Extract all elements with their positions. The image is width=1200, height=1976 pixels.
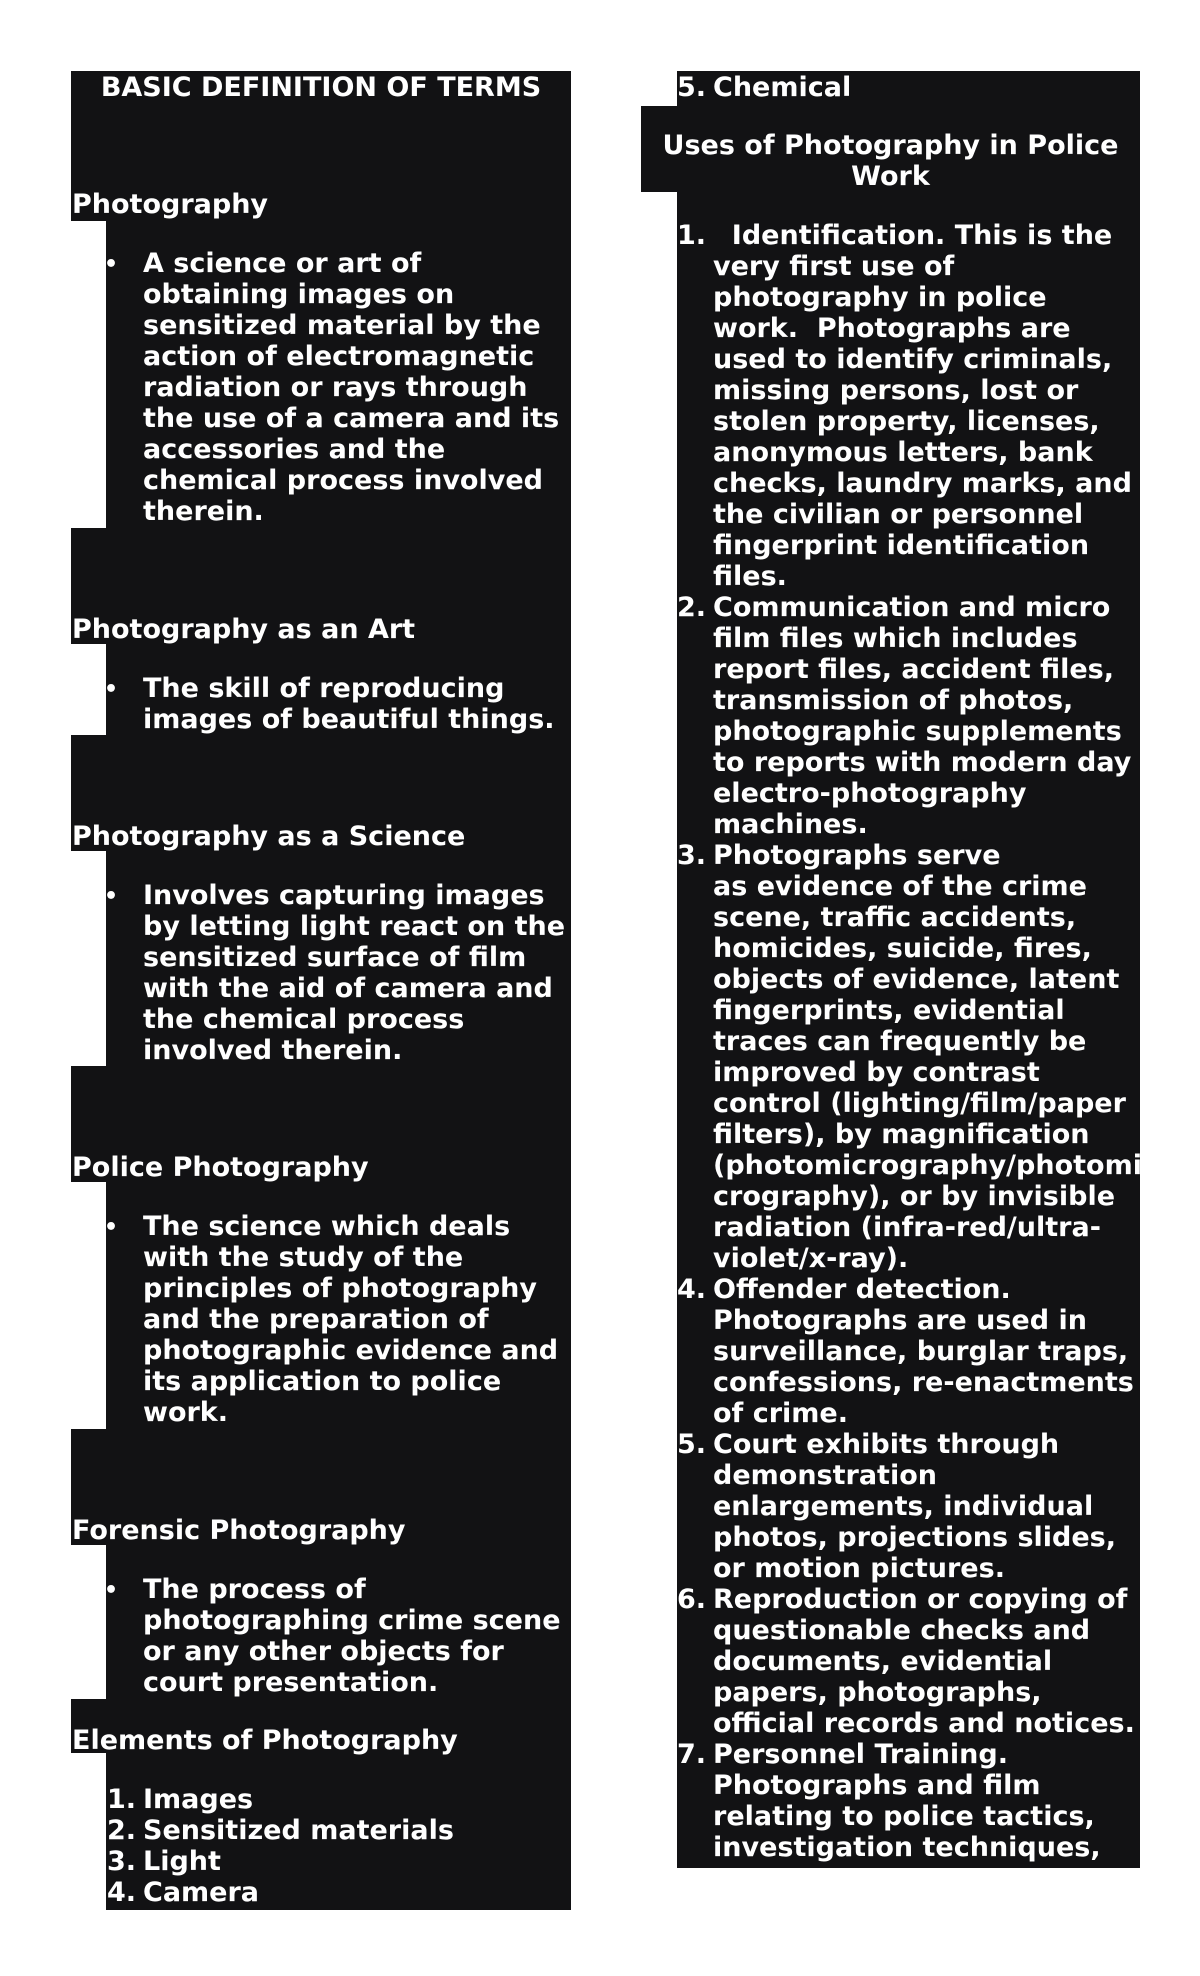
section-heading: Photography as an Art (72, 614, 416, 645)
bullet-dot: • (104, 1215, 119, 1240)
list-item: Chemical (713, 72, 852, 103)
list-item: Personnel Training. Photographs and film relating to police tactics, investigation techniques, (713, 1739, 1101, 1863)
section-heading: Forensic Photography (72, 1515, 406, 1546)
list-item: Sensitized materials (143, 1815, 454, 1846)
list-item: Camera (143, 1877, 260, 1908)
bullet-dot: • (104, 1578, 119, 1603)
bullet-dot: • (104, 884, 119, 909)
list-number: 7. (677, 1739, 707, 1770)
list-number: 2. (107, 1815, 137, 1846)
list-number: 6. (677, 1584, 707, 1615)
list-item: Images (143, 1784, 254, 1815)
definition-text: A science or art of obtaining images on sensitized material by the action of electromagnetic radiation or rays through the use of a camera and its accessories and the chemical process involved therein. (143, 248, 560, 527)
page-title: BASIC DEFINITION OF TERMS (100, 72, 542, 103)
definition-text: The process of photographing crime scene or any other objects for court presentation. (143, 1574, 561, 1698)
list-number: 5. (677, 72, 707, 103)
list-number: 5. (677, 1429, 707, 1460)
list-item: Light (143, 1846, 221, 1877)
list-number: 3. (677, 840, 707, 871)
bullet-dot: • (104, 252, 119, 277)
list-number: 2. (677, 592, 707, 623)
uses-title: Uses of Photography in Police Work (662, 130, 1119, 192)
definition-text: The science which deals with the study of the principles of photography and the preparation of photographic evidence and its application to police work. (143, 1211, 559, 1428)
list-item: Photographs serve as evidence of the crime scene, traffic accidents, homicides, suicide, fires, objects of evidence, latent fingerprints, evidential traces can frequently be improved by contrast control (lighting/film/paper filters), by magnification (photomicrography/photomi crography), or by invisible radiation (infra-red/ultra- violet/x-ray). (713, 840, 1142, 1274)
list-item: Identification. This is the very first use of photography in police work. Photographs are used to identify criminals, missing persons, lost or stolen property, licenses, anonymous letters, bank checks, laundry marks, and the civilian or personnel fingerprint identification files. (713, 220, 1132, 592)
list-number: 1. (677, 220, 707, 251)
list-number: 4. (677, 1274, 707, 1305)
definition-text: Involves capturing images by letting light react on the sensitized surface of film with the aid of camera and the chemical process involved therein. (143, 880, 566, 1066)
list-number: 3. (107, 1846, 137, 1877)
section-heading: Police Photography (72, 1152, 369, 1183)
list-number: 4. (107, 1877, 137, 1908)
definition-text: The skill of reproducing images of beautiful things. (143, 673, 555, 735)
list-item: Offender detection. Photographs are used in surveillance, burglar traps, confessions, re-enactments of crime. (713, 1274, 1134, 1429)
bullet-dot: • (104, 677, 119, 702)
section-heading: Elements of Photography (72, 1725, 458, 1756)
list-number: 1. (107, 1784, 137, 1815)
list-item: Communication and micro film files which includes report files, accident files, transmission of photos, photographic supplements to reports with modern day electro-photography machines. (713, 592, 1132, 840)
list-item: Court exhibits through demonstration enlargements, individual photos, projections slides, or motion pictures. (713, 1429, 1116, 1584)
list-item: Reproduction or copying of questionable checks and documents, evidential papers, photographs, official records and notices. (713, 1584, 1135, 1739)
section-heading: Photography (72, 189, 269, 220)
section-heading: Photography as a Science (72, 821, 466, 852)
